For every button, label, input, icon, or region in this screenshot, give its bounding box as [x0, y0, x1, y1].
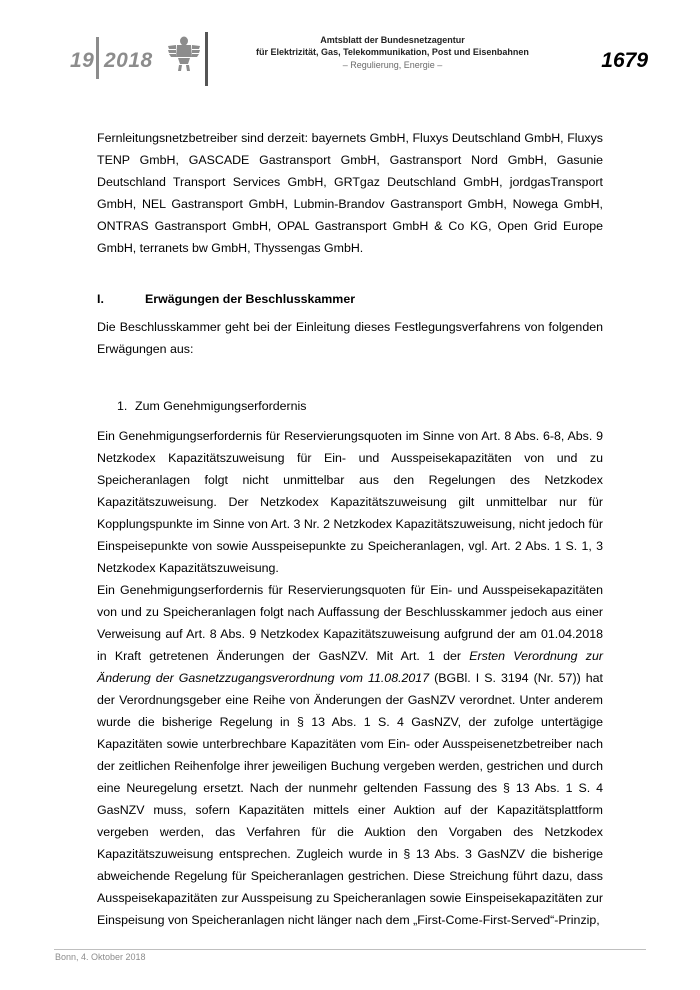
paragraph [97, 579, 603, 931]
footer-divider [54, 949, 646, 950]
logo-divider [205, 32, 208, 86]
footer-date: Bonn, 4. Oktober 2018 [55, 952, 146, 962]
publisher-line-1: Amtsblatt der Bundesnetzagentur [320, 35, 465, 45]
paragraph-text: (BGBl. I S. 3194 (Nr. 57)) hat der Verordnungsgeber eine Reihe von Änderungen der GasNZV verordnet. Unter anderem wurde die bisherige Regelung in § 13 Abs. 1 S. 4 GasNZV, der zufolge untertägige Kapazitäten sowie unterbrechbare Kapazitäten vom Ein- oder Ausspeisenetzbetreiber nach der zeitlichen Reihenfolge ihrer jeweiligen Buchung vergeben werden, gestrichen und durch eine Neuregelung ersetzt. Nach der nunmehr geltenden Fassung des § 13 Abs. 1 S. 4 GasNZV muss, sofern Kapazitäten mittels einer Auktion auf der Kapazitätsplattform vergeben werden, das Verfahren für die Auktion den Vorgaben des Netzkodex Kapazitätszuweisung entsprechen. Zugleich wurde in § 13 Abs. 3 GasNZV die bisherige abweichende Regelung für Speicheranlagen gestrichen. Diese Streichung führt dazu, dass Ausspeisekapazitäten zur Ausspeisung zu Speicheranlagen sowie Einspeisekapazitäten zur Einspeisung von Speicheranlagen nicht länger nach dem „First-Come-First-Served“-Prinzip, [97, 671, 603, 927]
paragraph-text: Ein Genehmigungserfordernis für Reservierungsquoten für Ein- und Ausspeisekapazitäten von und zu Speicheranlagen folgt nach Auffassung der Beschlusskammer jedoch aus einer Verweisung auf Art. 8 Abs. 9 Netzkodex Kapazitätszuweisung aufgrund der am 01.04.2018 in Kraft getretenen Änderungen der GasNZV. Mit Art. 1 der [97, 583, 603, 663]
subsection-body [97, 425, 603, 931]
header-divider [96, 37, 99, 79]
section-title: Erwägungen der Beschlusskammer [145, 292, 356, 306]
subsection-number: 1. [117, 399, 128, 413]
federal-eagle-icon [167, 33, 201, 73]
intro-paragraph: Fernleitungsnetzbetreiber sind derzeit: bayernets GmbH, Fluxys Deutschland GmbH, Fluxys TENP GmbH, GASCADE Gastransport GmbH, Gastransport Nord GmbH, Gasunie Deutschland Transport Services GmbH, GRTgaz Deutschland GmbH, jordgasTransport GmbH, NEL Gastransport GmbH, Lubmin-Brandov Gastransport GmbH, Nowega GmbH, ONTRAS Gastransport GmbH, OPAL Gastransport GmbH & Co KG, Open Grid Europe GmbH, terranets bw GmbH, Thyssengas GmbH. [97, 131, 603, 255]
issue-year: 2018 [104, 49, 153, 72]
publisher-name [225, 34, 560, 58]
regulation-title: Ersten Verordnung zur Änderung der Gasnetzzugangsverordnung vom 11.08.2017 [97, 649, 603, 685]
paragraph: Ein Genehmigungserfordernis für Reservierungsquoten im Sinne von Art. 8 Abs. 6-8, Abs. 9 Netzkodex Kapazitätszuweisung für Ein- und Ausspeisekapazitäten von und zu Speicheranlagen folgt nicht unmittelbar aus den Regelungen des Netzkodex Kapazitätszuweisung. Der Netzkodex Kapazitätszuweisung gilt unmittelbar nur für Kopplungspunkte im Sinne von Art. 3 Nr. 2 Netzkodex Kapazitätszuweisung, nicht jedoch für Einspeisepunkte von sowie Ausspeisepunkte zu Speicheranlagen, vgl. Art. 2 Abs. 1 S. 1, 3 Netzkodex Kapazitätszuweisung. [97, 429, 603, 575]
section-number: I. [97, 292, 104, 306]
page-number: 1679 [601, 49, 648, 72]
subsection-heading [117, 395, 307, 417]
subsection-title: Zum Genehmigungserfordernis [135, 399, 307, 413]
section-intro-paragraph: Die Beschlusskammer geht bei der Einleitung dieses Festlegungsverfahrens von folgenden Erwägungen aus: [97, 320, 603, 356]
publisher-line-2: für Elektrizität, Gas, Telekommunikation, Post und Eisenbahnen [256, 47, 529, 57]
issue-number: 19 [70, 49, 95, 72]
section-heading [97, 288, 603, 310]
publication-subtitle: – Regulierung, Energie – [342, 60, 443, 70]
